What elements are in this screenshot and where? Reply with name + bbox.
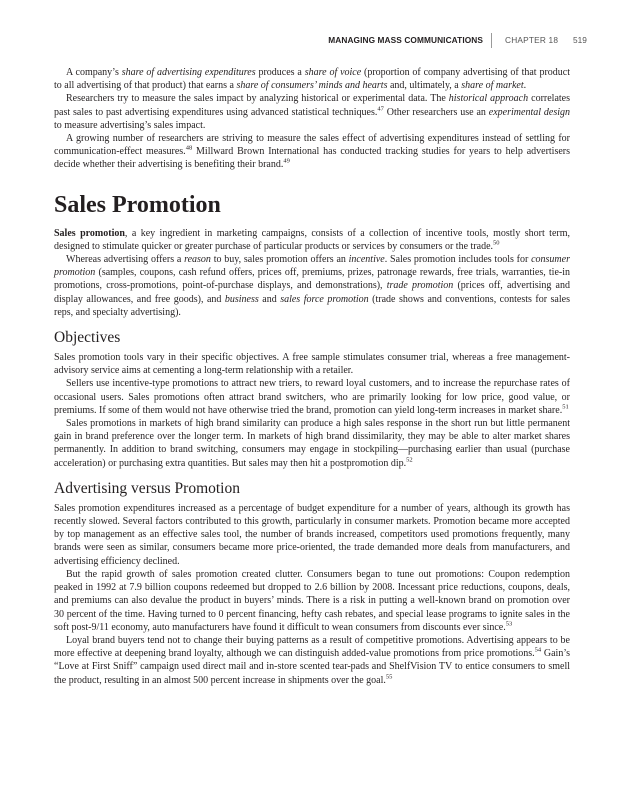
running-header <box>0 33 623 47</box>
key-term: Sales promotion <box>54 227 125 239</box>
emphasized-term: trade promotion <box>386 280 454 292</box>
emphasized-term: share of market <box>461 80 524 92</box>
emphasized-term: incentive <box>348 254 385 266</box>
sales-promotion-heading: Sales Promotion <box>54 191 221 218</box>
footnote-reference: 52 <box>406 456 413 464</box>
objectives-paragraph-1: Sales promotion tools vary in their specific objectives. A free sample stimulates consumer trial, whereas a free management-advisory service aims at cementing a long-term relationship with a retailer. <box>54 352 570 377</box>
footnote-reference: 51 <box>562 403 569 411</box>
footnote-reference: 48 <box>185 144 193 152</box>
emphasized-term: business <box>224 293 259 305</box>
footnote-reference: 50 <box>493 239 500 247</box>
footnote-reference: 54 <box>534 646 542 654</box>
section-title: MANAGING MASS COMMUNICATIONS <box>328 35 483 45</box>
emphasized-term: experimental design <box>488 106 570 118</box>
page-body <box>54 66 570 687</box>
section-gap <box>54 172 570 185</box>
advertising-vs-promotion-heading: Advertising versus Promotion <box>54 479 240 497</box>
intro-paragraph-1: A company’s share of advertising expenditures produces a share of voice (proportion of company advertising of that product to all advertising of that product) that earns a share of consumers’ minds and hearts and, ultimately, a share of market. <box>54 67 570 92</box>
objectives-heading: Objectives <box>54 329 121 347</box>
page-number: 519 <box>573 35 587 45</box>
emphasized-term: sales force promotion <box>280 293 369 305</box>
footnote-reference: 47 <box>377 105 384 113</box>
emphasized-term: historical approach <box>448 93 529 105</box>
objectives-paragraph-2: Sellers use incentive-type promotions to attract new triers, to reward loyal customers, and to increase the repurchase rates of occasional users. Sales promotions often attract brand switchers, who are primarily looking for low price, good value, or premiums. If some of them would not have otherwise tried the brand, promotion can yield long-term increases in market share.$^{51}$ <box>54 378 570 416</box>
objectives-paragraph-3: Sales promotions in markets of high brand similarity can produce a high sales response in the short run but little permanent gain in brand preference over the longer term. In markets of high brand dissimilarity, they may be able to alter market shares permanently. In addition to brand switching, consumers may engage in stockpiling—purchasing earlier than usual (purchase acceleration) or purchasing extra quantities. But sales may then hit a postpromotion dip.$^{52}$ <box>54 418 570 469</box>
emphasized-term: share of voice <box>304 67 362 78</box>
chapter-label: CHAPTER 18 <box>505 35 559 45</box>
intro-paragraph-3: A growing number of researchers are striving to measure the sales effect of advertising expenditures instead of settling for communication-effect measures.$^{48}$ Millward Brown International has conducted tracking studies for years to help advertisers decide whether their advertising is benefiting their brand.$^{49}$ <box>54 133 571 171</box>
header-divider <box>491 33 492 48</box>
sales-promotion-paragraph-2: Whereas advertising offers a reason to buy, sales promotion offers an incentive. Sales promotion includes tools for consumer promotion (samples, coupons, cash refund offers, prices off, premiums, prizes, patronage rewards, free trials, warranties, tie-in promotions, cross-promotions, point-of-purchase displays, and demonstrations), trade promotion (prices off, advertising and display allowances, and free goods), and business and sales force promotion (trade shows and conventions, contests for sales reps, and specialty advertising). <box>54 254 570 318</box>
advertising-vs-promotion-paragraph-2: But the rapid growth of sales promotion created clutter. Consumers began to tune out promotions: Coupon redemption peaked in 1992 at 7.9 billion coupons redeemed but dropped to 2.6 billion by 2008. Incessant price reductions, coupons, deals, and premiums can also devalue the product in buyers’ minds. There is a risk in putting a well-known brand on promotion over 30 percent of the time. Having turned to 0 percent financing, hefty cash rebates, and special lease programs to ignite sales in the soft post-9/11 economy, auto manufacturers have found it difficult to wean consumers from discounts ever since.$^{53}$ <box>54 568 570 633</box>
intro-paragraph-2: Researchers try to measure the sales impact by analyzing historical or experimental data. The historical approach correlates past sales to past advertising expenditures using advanced statistical techniques.$^{47}$ Other researchers use an experimental design to measure advertising’s sales impact. <box>54 93 570 131</box>
footnote-reference: 49 <box>283 158 290 166</box>
emphasized-term: reason <box>184 254 211 266</box>
advertising-vs-promotion-paragraph-1: Sales promotion expenditures increased as a percentage of budget expenditure for a number of years, although its growth has recently slowed. Several factors contributed to this growth, particularly in consumer markets. Promotion became more accepted by top management as an effective sales tool, the number of brands increased, competitors used promotions frequently, many brands were seen as similar, consumers became more price-oriented, the trade demanded more deals from manufacturers, and advertising efficiency declined. <box>54 502 570 567</box>
advertising-vs-promotion-paragraph-3: Loyal brand buyers tend not to change their buying patterns as a result of competitive promotions. Advertising appears to be more effective at deepening brand loyalty, although we can distinguish added-value promotions from price promotions.$^{54}$ Gain’s “Love at First Sniff” campaign used direct mail and in-store scented tear-pads and ShelfVision TV to entice consumers to smell the product, resulting in an almost 500 percent increase in shipments over the goal.$^{55}$ <box>54 634 570 686</box>
footnote-reference: 53 <box>505 620 513 628</box>
emphasized-term: share of consumers’ minds and hearts <box>236 80 388 92</box>
sales-promotion-paragraph-1: Sales promotion, a key ingredient in marketing campaigns, consists of a collection of incentive tools, mostly short term, designed to stimulate quicker or greater purchase of particular products or services by consumers or the trade.$^{50}$ <box>54 227 570 252</box>
emphasized-term: share of advertising expenditures <box>121 67 256 78</box>
emphasized-term: consumer promotion <box>54 254 570 279</box>
footnote-reference: 55 <box>385 673 393 681</box>
